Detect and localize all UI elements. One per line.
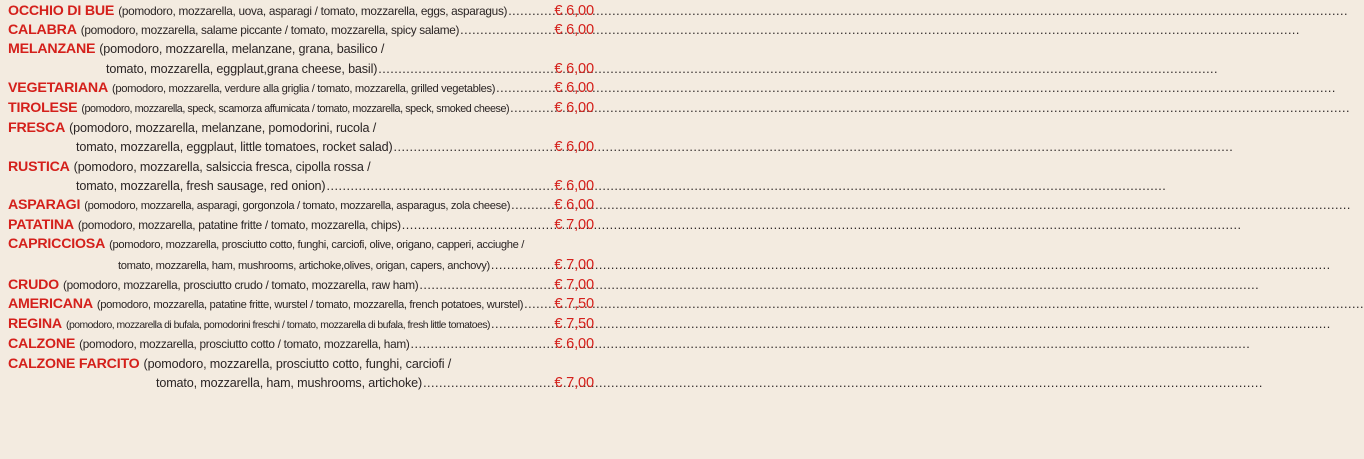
item-description: (pomodoro, mozzarella, salame piccante / tomato, mozzarella, spicy salame) xyxy=(80,23,460,38)
item-price: € 6,00 xyxy=(554,177,594,194)
leader-dots xyxy=(510,99,553,118)
item-description: (pomodoro, mozzarella, asparagi, gorgonzola / tomato, mozzarella, asparagus, zola cheese) xyxy=(84,200,511,213)
item-description: (pomodoro, mozzarella, prosciutto cotto, funghi, carciofi, olive, origano, capperi, acciughe / xyxy=(109,239,524,252)
item-description: (pomodoro, mozzarella, speck, scamorza affumicata / tomato, mozzarella, speck, smoked cheese) xyxy=(81,103,510,116)
menu-item-calabra xyxy=(8,21,594,40)
item-description: (pomodoro, mozzarella, uova, asparagi / tomato, mozzarella, eggs, asparagus) xyxy=(118,4,508,18)
menu-item-vegetariana xyxy=(8,79,594,99)
item-price: € 6,00 xyxy=(554,197,594,214)
menu-item-calzone-farcito xyxy=(8,355,594,393)
item-price: € 6,00 xyxy=(554,60,594,77)
item-name: CALZONE FARCITO xyxy=(8,355,140,372)
item-description: (pomodoro, mozzarella, patatine fritte / tomato, mozzarella, chips) xyxy=(77,218,401,233)
item-name: OCCHIO DI BUE xyxy=(8,3,115,19)
item-name: ASPARAGI xyxy=(8,197,81,214)
pizza-menu xyxy=(8,2,594,393)
leader-dots xyxy=(423,374,553,393)
menu-item-fresca xyxy=(8,119,594,157)
item-description: (pomodoro, mozzarella, patatine fritte, wurstel / tomato, mozzarella, french potatoes, wurstel) xyxy=(96,299,524,312)
leader-dots xyxy=(491,256,553,275)
item-price: € 6,00 xyxy=(554,79,594,96)
menu-item-americana xyxy=(8,295,594,315)
item-name: VEGETARIANA xyxy=(8,79,109,96)
item-description-translation: tomato, mozzarella, eggplaut, little tomatoes, rocket salad) xyxy=(76,140,393,155)
menu-item-tirolese xyxy=(8,99,594,119)
item-description: (pomodoro, mozzarella, prosciutto cotto / tomato, mozzarella, ham) xyxy=(79,337,410,352)
menu-item-occhio-di-bue xyxy=(8,2,594,21)
item-description: (pomodoro, mozzarella, verdure alla griglia / tomato, mozzarella, grilled vegetables) xyxy=(112,82,496,95)
item-description-translation: tomato, mozzarella, fresh sausage, red onion) xyxy=(76,178,326,193)
menu-item-capricciosa xyxy=(8,235,594,275)
leader-dots xyxy=(394,138,554,157)
menu-item-crudo xyxy=(8,276,594,295)
menu-item-rustica xyxy=(8,158,594,196)
item-price: € 6,00 xyxy=(554,22,594,39)
item-description-translation: tomato, mozzarella, ham, mushrooms, artichoke) xyxy=(156,375,423,390)
item-price: € 7,50 xyxy=(554,296,594,313)
leader-dots xyxy=(491,315,553,334)
leader-dots xyxy=(511,196,553,215)
item-price: € 6,00 xyxy=(554,100,594,117)
leader-dots xyxy=(378,60,553,79)
item-name: CALZONE xyxy=(8,336,76,353)
item-description: (pomodoro, mozzarella, melanzane, grana, basilico / xyxy=(99,42,385,57)
item-price: € 6,00 xyxy=(554,336,594,353)
leader-dots xyxy=(419,276,553,295)
item-name: MELANZANE xyxy=(8,41,96,58)
item-price: € 7,00 xyxy=(554,256,594,273)
leader-dots xyxy=(524,295,553,314)
menu-item-melanzane xyxy=(8,40,594,78)
item-description-translation: tomato, mozzarella, eggplaut,grana cheese, basil) xyxy=(106,61,378,76)
menu-item-regina xyxy=(8,315,594,335)
item-description: (pomodoro, mozzarella di bufala, pomodorini freschi / tomato, mozzarella di bufala, fresh little tomatoes) xyxy=(65,320,491,332)
item-price: € 7,50 xyxy=(554,316,594,333)
leader-dots xyxy=(402,216,554,235)
item-name: REGINA xyxy=(8,316,62,333)
item-description-translation: tomato, mozzarella, ham, mushrooms, artichoke,olives, origan, capers, anchovy) xyxy=(118,259,490,272)
item-name: FRESCA xyxy=(8,120,66,137)
item-name: TIROLESE xyxy=(8,100,78,117)
leader-dots xyxy=(508,2,553,21)
menu-item-calzone xyxy=(8,335,594,354)
leader-dots xyxy=(326,177,553,196)
item-price: € 7,00 xyxy=(554,217,594,234)
menu-item-patatina xyxy=(8,216,594,235)
item-name: AMERICANA xyxy=(8,296,93,313)
item-price: € 6,00 xyxy=(554,3,594,19)
item-name: CAPRICCIOSA xyxy=(8,236,106,253)
item-description: (pomodoro, mozzarella, prosciutto cotto, funghi, carciofi / xyxy=(143,356,452,371)
menu-item-asparagi xyxy=(8,196,594,216)
leader-dots xyxy=(411,335,554,354)
leader-dots xyxy=(460,21,553,40)
item-name: CRUDO xyxy=(8,276,60,293)
item-price: € 6,00 xyxy=(554,139,594,156)
item-price: € 7,00 xyxy=(554,276,594,293)
item-description: (pomodoro, mozzarella, salsiccia fresca, cipolla rossa / xyxy=(73,159,371,174)
item-description: (pomodoro, mozzarella, prosciutto crudo / tomato, mozzarella, raw ham) xyxy=(63,277,419,292)
item-price: € 7,00 xyxy=(554,374,594,391)
item-name: CALABRA xyxy=(8,22,77,39)
item-name: RUSTICA xyxy=(8,158,70,175)
leader-dots xyxy=(496,79,553,98)
item-description: (pomodoro, mozzarella, melanzane, pomodorini, rucola / xyxy=(69,121,377,136)
item-name: PATATINA xyxy=(8,217,74,234)
